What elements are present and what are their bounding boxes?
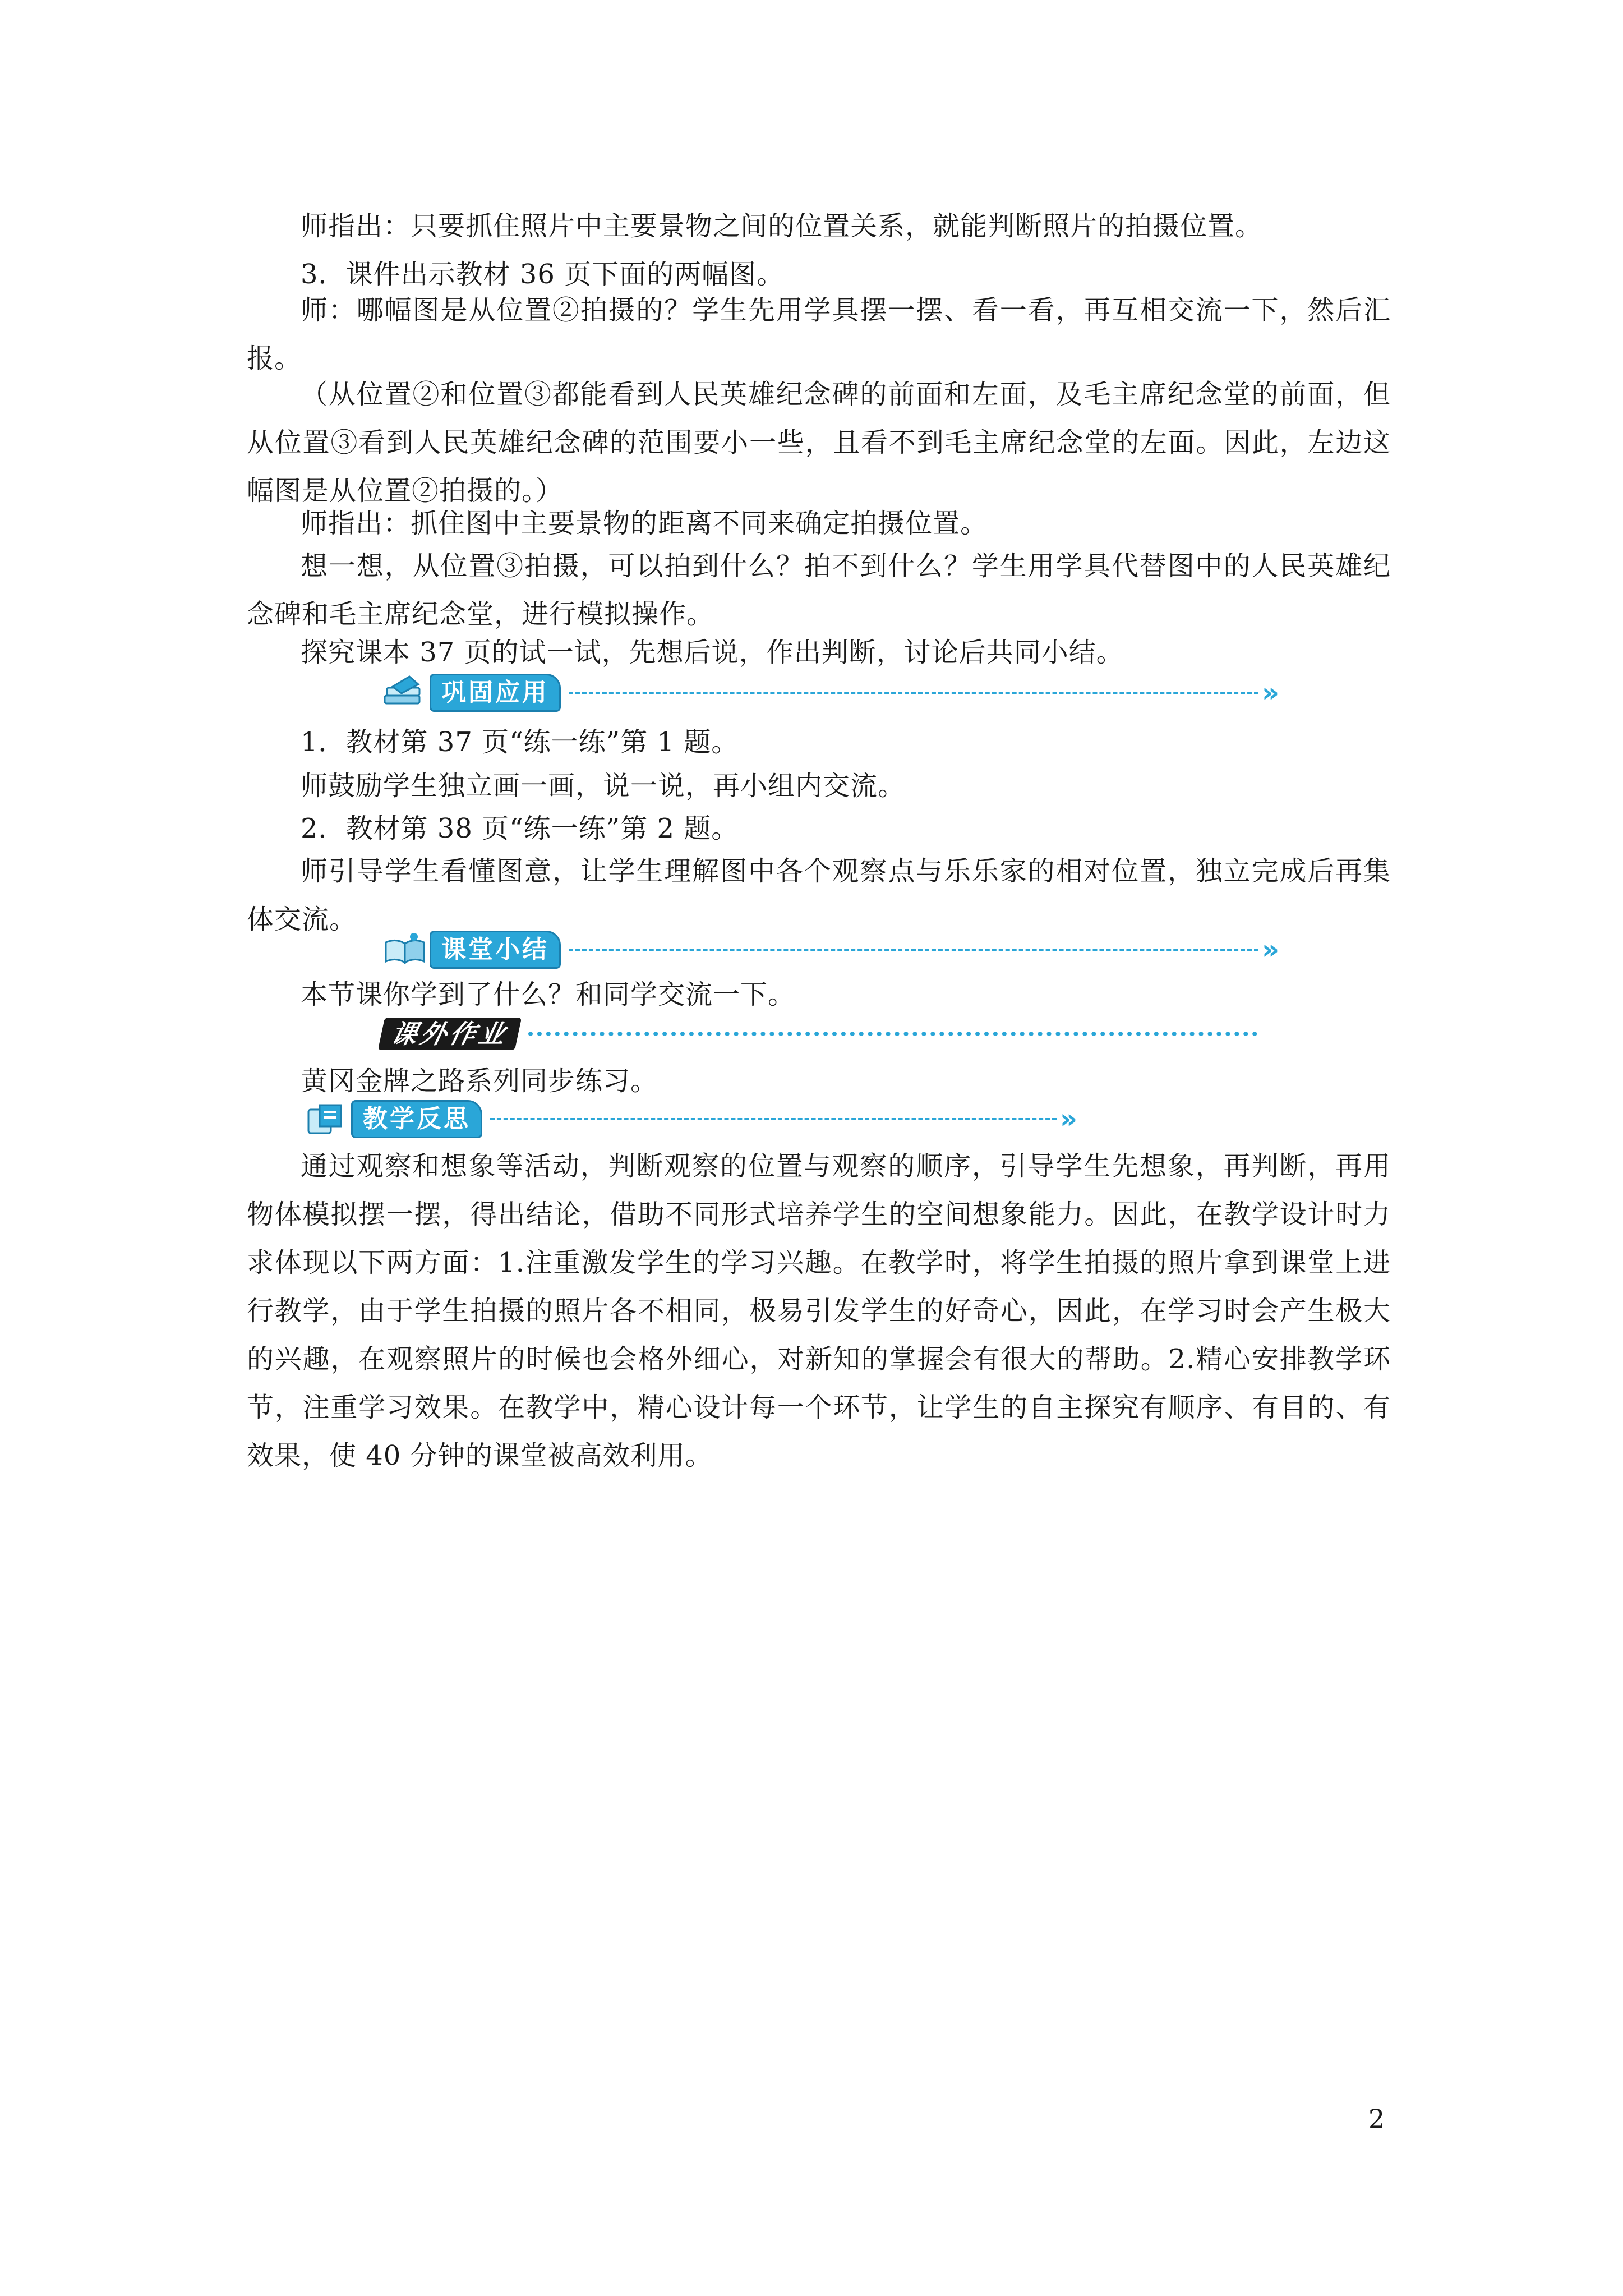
double-chevron-icon: » [1262, 934, 1280, 965]
paragraph: 师鼓励学生独立画一画，说一说，再小组内交流。 [301, 770, 906, 802]
paragraph: 师指出：抓住图中主要景物的距离不同来确定拍摄位置。 [301, 508, 988, 539]
dotted-divider [528, 1032, 1257, 1036]
section-title: 课堂小结 [430, 931, 561, 969]
paragraph: 师引导学生看懂图意，让学生理解图中各个观察点与乐乐家的相对位置，独立完成后再集体交流。 [247, 855, 1391, 935]
paragraph: 2．教材第 38 页“练一练”第 2 题。 [301, 813, 739, 844]
paragraph: 想一想，从位置③拍摄，可以拍到什么？拍不到什么？学生用学具代替图中的人民英雄纪念碑和毛主席纪念堂，进行模拟操作。 [247, 550, 1391, 630]
section-banner-consolidate [381, 673, 1279, 712]
section-banner-reflection [303, 1099, 1077, 1139]
paragraph: 师：哪幅图是从位置②拍摄的？学生先用学具摆一摆、看一看，再互相交流一下，然后汇报。 [247, 295, 1391, 374]
paragraph: 本节课你学到了什么？和同学交流一下。 [301, 979, 796, 1010]
dashed-divider [569, 692, 1258, 694]
paragraph: 黄冈金牌之路系列同步练习。 [301, 1065, 658, 1097]
double-chevron-icon: » [1060, 1103, 1078, 1135]
dashed-divider [490, 1118, 1057, 1120]
section-title: 课外作业 [378, 1018, 522, 1050]
paragraph: 3．课件出示教材 36 页下面的两幅图。 [301, 259, 785, 290]
paragraph: 通过观察和想象等活动，判断观察的位置与观察的顺序，引导学生先想象，再判断，再用物体模拟摆一摆，得出结论，借助不同形式培养学生的空间想象能力。因此，在教学设计时力求体现以下两方面：1.注重激发学生的学习兴趣。在教学时，将学生拍摄的照片拿到课堂上进行教学，由于学生拍摄的照片各不相同，极易引发学生的好奇心，因此，在学习时会产生极大的兴趣，在观察照片的时候也会格外细心，对新知的掌握会有很大的帮助。2.精心安排教学环节，注重学习效果。在教学中，精心设计每一个环节，让学生的自主探究有顺序、有目的、有效果，使 40 分钟的课堂被高效利用。 [247, 1151, 1391, 1471]
reflection-icon [303, 1099, 351, 1139]
paragraph: 探究课本 37 页的试一试，先想后说，作出判断，讨论后共同小结。 [301, 637, 1124, 668]
section-title: 巩固应用 [430, 674, 561, 712]
section-banner-summary [381, 930, 1279, 969]
double-chevron-icon: » [1262, 677, 1280, 708]
paragraph: 师指出：只要抓住照片中主要景物之间的位置关系，就能判断照片的拍摄位置。 [301, 210, 1263, 242]
paragraph: 1．教材第 37 页“练一练”第 1 题。 [301, 726, 739, 758]
paragraph: （从位置②和位置③都能看到人民英雄纪念碑的前面和左面，及毛主席纪念堂的前面，但从位置③看到人民英雄纪念碑的范围要小一些，且看不到毛主席纪念堂的左面。因此，左边这幅图是从位置②拍摄的。） [247, 379, 1391, 507]
open-book-icon [381, 930, 430, 969]
section-banner-homework [381, 1014, 1257, 1053]
page-number: 2 [1368, 2104, 1385, 2134]
stacked-books-icon [381, 673, 430, 712]
section-title: 教学反思 [351, 1100, 482, 1138]
dashed-divider [569, 949, 1258, 951]
